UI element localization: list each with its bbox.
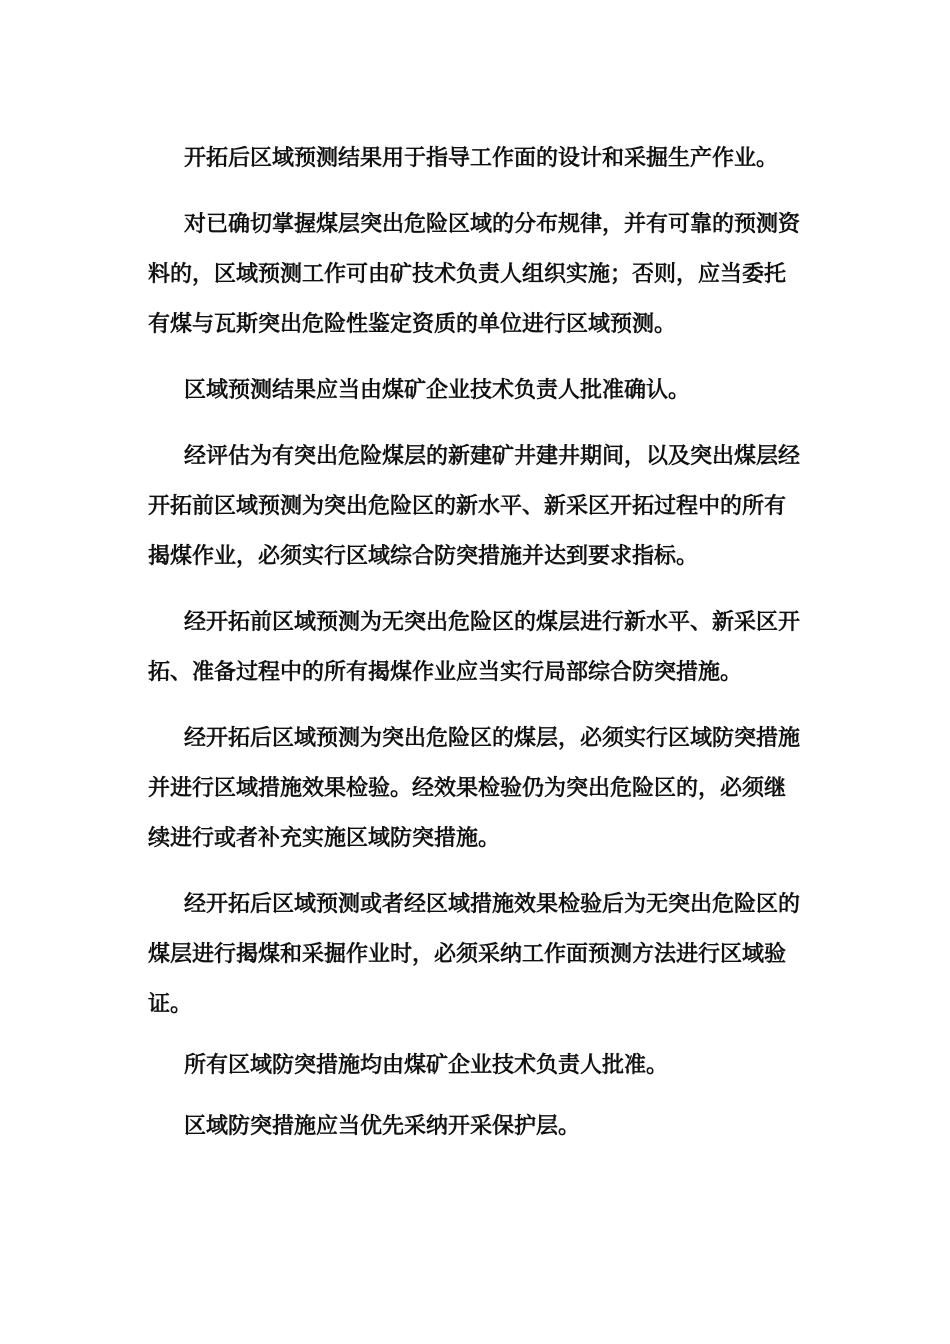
paragraph: 对已确切掌握煤层突出危险区域的分布规律，并有可靠的预测资料的，区域预测工作可由矿技术负责人组织实施；否则，应当委托有煤与瓦斯突出危险性鉴定资质的单位进行区域预测。: [148, 212, 801, 337]
document-body: [148, 134, 800, 1152]
paragraph: 经开拓前区域预测为无突出危险区的煤层进行新水平、新采区开拓、准备过程中的所有揭煤作业应当实行局部综合防突措施。: [148, 610, 801, 685]
paragraph: 所有区域防突措施均由煤矿企业技术负责人批准。: [184, 1053, 669, 1078]
paragraph: 经开拓后区域预测为突出危险区的煤层，必须实行区域防突措施并进行区域措施效果检验。经效果检验仍为突出危险区的，必须继续进行或者补充实施区域防突措施。: [148, 726, 801, 851]
paragraph: 开拓后区域预测结果用于指导工作面的设计和采掘生产作业。: [184, 146, 779, 171]
paragraph: 经评估为有突出危险煤层的新建矿井建井期间，以及突出煤层经开拓前区域预测为突出危险区的新水平、新采区开拓过程中的所有揭煤作业，必须实行区域综合防突措施并达到要求指标。: [148, 444, 801, 569]
paragraph: 经开拓后区域预测或者经区域措施效果检验后为无突出危险区的煤层进行揭煤和采掘作业时，必须采纳工作面预测方法进行区域验证。: [148, 892, 801, 1017]
paragraph: 区域防突措施应当优先采纳开采保护层。: [184, 1114, 581, 1139]
paragraph: 区域预测结果应当由煤矿企业技术负责人批准确认。: [184, 378, 691, 403]
